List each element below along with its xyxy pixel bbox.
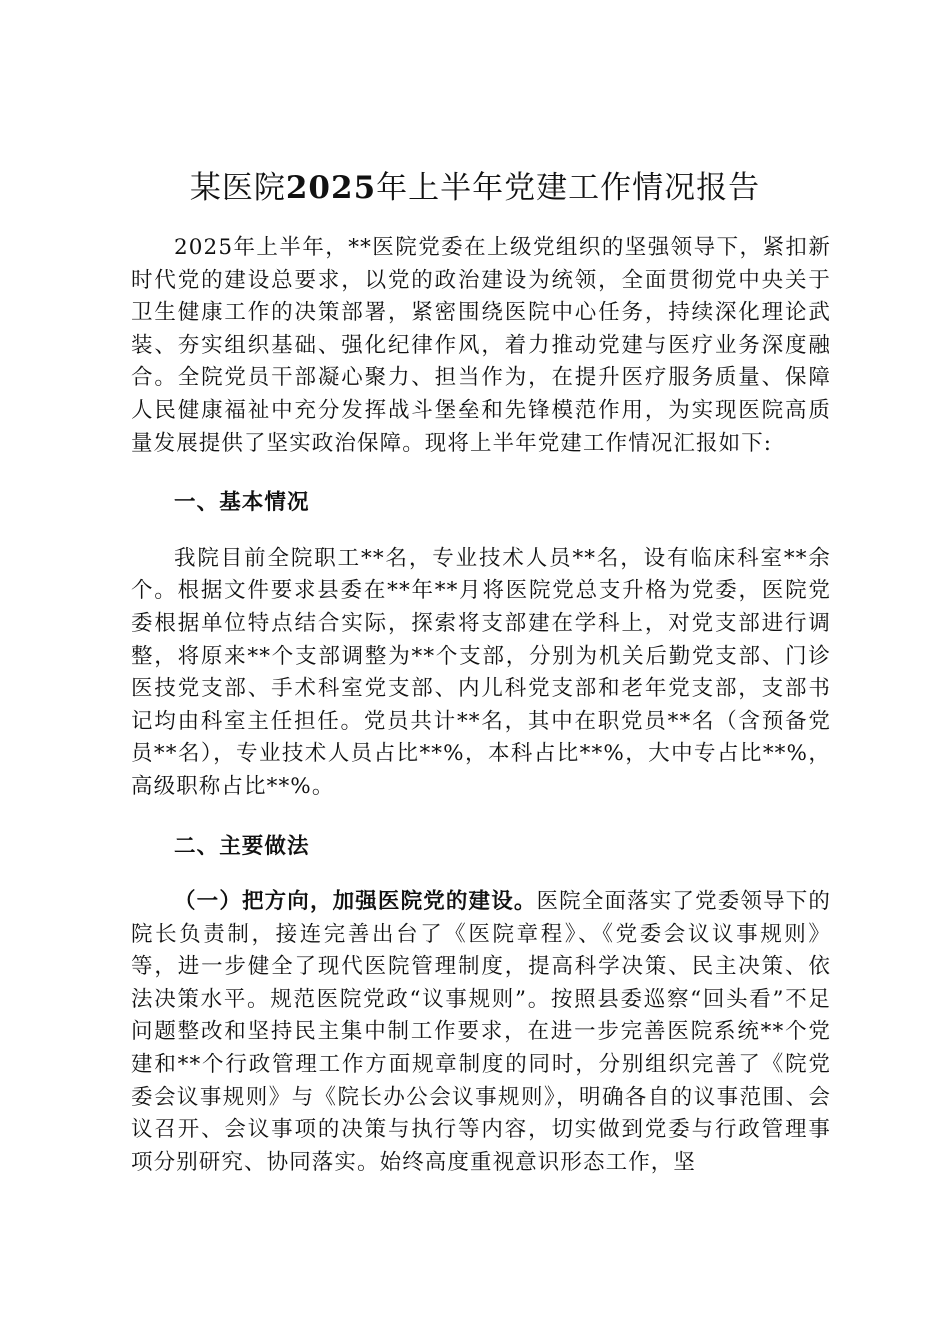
document-title bbox=[120, 166, 830, 210]
section-heading-basic-situation: 一、基本情况 bbox=[174, 490, 310, 516]
subsection-text: 医院全面落实了党委领导下的院长负责制，接连完善出台了《医院章程》、《党委会议议事规则》等，进一步健全了现代医院管理制度，提高科学决策、民主决策、依法决策水平。规范医院党政“议事规则”。按照县委巡察“回头看”不足问题整改和坚持民主集中制工作要求，在进一步完善医院系统**个党建和**个行政管理工作方面规章制度的同时，分别组织完善了《院党委会议事规则》与《院长办公会议事规则》，明确各自的议事范围、会议召开、会议事项的决策与执行等内容，切实做到党委与行政管理事项分别研究、协同落实。始终高度重视意识形态工作，坚 bbox=[131, 889, 831, 1175]
basic-situation-paragraph: 我院目前全院职工**名，专业技术人员**名，设有临床科室**余个。根据文件要求县委在**年**月将医院党总支升格为党委，医院党委根据单位特点结合实际，探索将支部建在学科上，对党支部进行调整，将原来**个支部调整为**个支部，分别为机关后勤党支部、门诊医技党支部、手术科室党支部、内儿科党支部和老年党支部，支部书记均由科室主任担任。党员共计**名，其中在职党员**名（含预备党员**名），专业技术人员占比**%，本科占比**%，大中专占比**%，高级职称占比**%。 bbox=[131, 545, 831, 799]
document-body bbox=[131, 232, 831, 1179]
subsection-lead: （一）把方向，加强医院党的建设。 bbox=[174, 889, 537, 915]
main-practices-paragraph bbox=[131, 886, 831, 1179]
title-suffix: 年上半年党建工作情况报告 bbox=[376, 170, 761, 206]
title-prefix: 某医院 bbox=[189, 170, 286, 206]
title-year: 2025 bbox=[285, 170, 377, 206]
intro-paragraph: 2025年上半年，**医院党委在上级党组织的坚强领导下，紧扣新时代党的建设总要求，以党的政治建设为统领，全面贯彻党中央关于卫生健康工作的决策部署，紧密围绕医院中心任务，持续深化理论武装、夯实组织基础、强化纪律作风，着力推动党建与医疗业务深度融合。全院党员干部凝心聚力、担当作为，在提升医疗服务质量、保障人民健康福祉中充分发挥战斗堡垒和先锋模范作用，为实现医院高质量发展提供了坚实政治保障。现将上半年党建工作情况汇报如下: bbox=[131, 235, 831, 456]
section-heading-main-practices: 二、主要做法 bbox=[174, 833, 310, 859]
